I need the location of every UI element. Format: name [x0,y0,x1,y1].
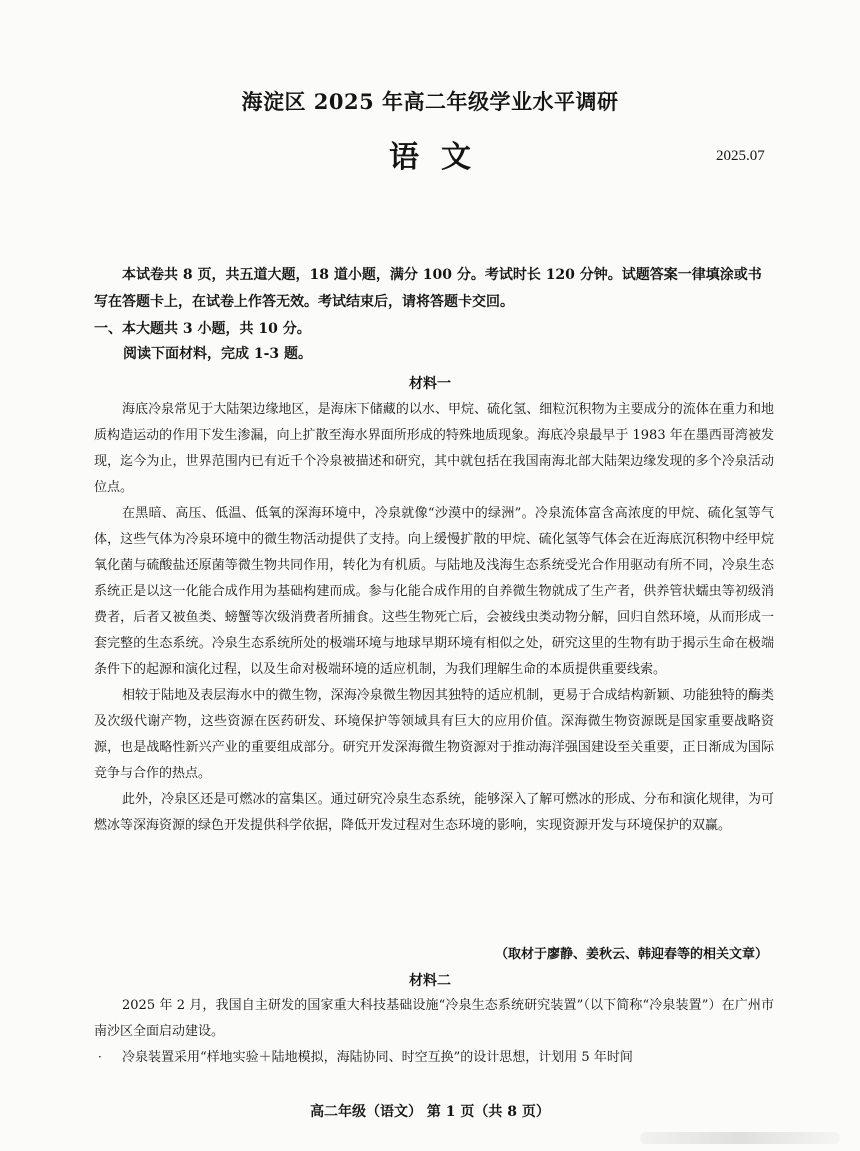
material-one-paragraph: 相较于陆地及表层海水中的微生物，深海冷泉微生物因其独特的适应机制，更易于合成结构新颖、功能独特的酶类及次级代谢产物，这些资源在医药研发、环境保护等领域具有巨大的应用价值。深海微生物资源既是国家重要战略资源，也是战略性新兴产业的重要组成部分。研究开发深海微生物资源对于推动海洋强国建设至关重要，正日渐成为国际竞争与合作的热点。 [94,688,774,781]
exam-instructions: 本试卷共 8 页，共五道大题，18 道小题，满分 100 分。考试时长 120 分钟。试题答案一律填涂或书写在答题卡上，在试卷上作答无效。考试结束后，请将答题卡交回。 [94,267,762,310]
exam-date: 2025.07 [716,148,765,164]
subject-title: 语文 [389,140,493,175]
material-two-paragraph: 冷泉装置采用“样地实验＋陆地模拟，海陆协同、时空互换”的设计思想，计划用 5 年时间 [122,1050,633,1065]
material-two-title: 材料二 [409,973,451,989]
margin-dot: · [98,1050,102,1064]
page-footer: 高二年级（语文） 第 1 页（共 8 页） [310,1104,550,1120]
material-one-source: （取材于廖静、姜秋云、韩迎春等的相关文章） [494,947,768,962]
material-two-paragraph: 2025 年 2 月，我国自主研发的国家重大科技基础设施“冷泉生态系统研究装置”（以下简称“冷泉装置”）在广州市南沙区全面启动建设。 [94,998,774,1039]
material-two-body [94,993,774,1071]
watermark-smudge [640,1132,840,1144]
material-one-body [94,397,774,839]
material-one-paragraph: 在黑暗、高压、低温、低氧的深海环境中，冷泉就像“沙漠中的绿洲”。冷泉流体富含高浓度的甲烷、硫化氢等气体，这些气体为冷泉环境中的微生物活动提供了支持。向上缓慢扩散的甲烷、硫化氢等气体会在近海底沉积物中经甲烷氧化菌与硫酸盐还原菌等微生物共同作用，转化为有机质。与陆地及浅海生态系统受光合作用驱动有所不同，冷泉生态系统正是以这一化能合成作用为基础构建而成。参与化能合成作用的自养微生物就成了生产者，供养管状蠕虫等初级消费者，后者又被鱼类、螃蟹等次级消费者所捕食。这些生物死亡后，会被线虫类动物分解，回归自然环境，从而形成一套完整的生态系统。冷泉生态系统所处的极端环境与地球早期环境有相似之处，研究这里的生物有助于揭示生命在极端条件下的起源和演化过程，以及生命对极端环境的适应机制，为我们理解生命的本质提供重要线索。 [94,506,774,677]
exam-title: 海淀区 2025 年高二年级学业水平调研 [241,89,619,114]
material-one-paragraph: 此外，冷泉区还是可燃冰的富集区。通过研究冷泉生态系统，能够深入了解可燃冰的形成、分布和演化规律，为可燃冰等深海资源的绿色开发提供科学依据，降低开发过程对生态环境的影响，实现资源开发与环境保护的双赢。 [94,792,774,833]
material-one-paragraph: 海底冷泉常见于大陆架边缘地区，是海床下储藏的以水、甲烷、硫化氢、细粒沉积物为主要成分的流体在重力和地质构造运动的作用下发生渗漏，向上扩散至海水界面所形成的特殊地质现象。海底冷泉最早于 1983 年在墨西哥湾被发现，迄今为止，世界范围内已有近千个冷泉被描述和研究，其中就包括在我国南海北部大陆架边缘发现的多个冷泉活动位点。 [94,402,774,495]
section-heading: 一、本大题共 3 小题，共 10 分。 [94,321,311,337]
material-one-title: 材料一 [409,376,451,392]
reading-directive: 阅读下面材料，完成 1-3 题。 [123,346,313,362]
